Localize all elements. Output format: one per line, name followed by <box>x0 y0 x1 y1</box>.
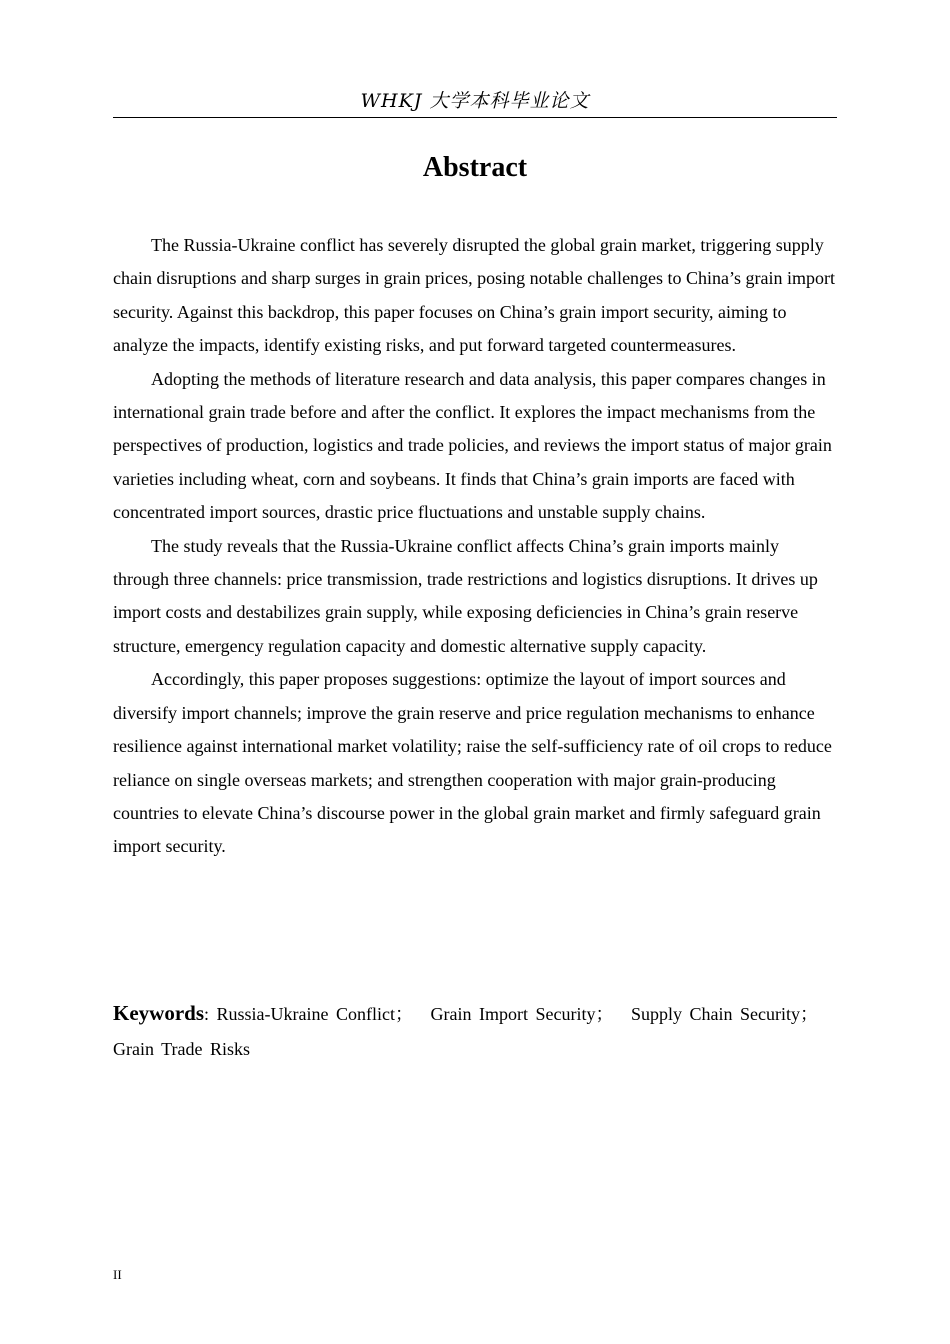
keywords-label: Keywords <box>113 1001 204 1025</box>
keywords-section <box>113 996 837 1067</box>
keyword-item: Supply Chain Security； <box>630 1004 818 1024</box>
keyword-item: Grain Trade Risks <box>113 1039 251 1059</box>
abstract-paragraph: The study reveals that the Russia-Ukraine conflict affects China’s grain imports mainly through three channels: price transmission, trade restrictions and logistics disruptions. It drives up import costs and destabilizes grain supply, while exposing deficiencies in China’s grain reserve structure, emergency regulation capacity and domestic alternative supply capacity. <box>113 535 818 656</box>
header-title: WHKJ 大学本科毕业论文 <box>360 90 590 112</box>
page-header <box>113 88 837 118</box>
keyword-item: Grain Import Security； <box>430 1004 614 1024</box>
abstract-paragraph: Accordingly, this paper proposes suggestions: optimize the layout of import sources and diversify import channels; improve the grain reserve and price regulation mechanisms to enhance resilience against international market volatility; raise the self-sufficiency rate of oil crops to reduce reliance on single overseas markets; and strengthen cooperation with major grain-producing countries to elevate China’s discourse power in the global grain market and firmly safeguard grain import security. <box>113 669 832 857</box>
abstract-paragraph: Adopting the methods of literature research and data analysis, this paper compares changes in international grain trade before and after the conflict. It explores the impact mechanisms from the perspectives of production, logistics and trade policies, and reviews the import status of major grain varieties including wheat, corn and soybeans. It finds that China’s grain imports are faced with concentrated import sources, drastic price fluctuations and unstable supply chains. <box>113 368 832 523</box>
abstract-title: Abstract <box>422 152 528 183</box>
abstract-body <box>113 229 837 864</box>
keywords-separator: : <box>204 1004 210 1024</box>
page-number: II <box>113 1267 122 1282</box>
abstract-paragraph: The Russia-Ukraine conflict has severely disrupted the global grain market, triggering supply chain disruptions and sharp surges in grain prices, posing notable challenges to China’s grain import security. Against this backdrop, this paper focuses on China’s grain import security, aiming to analyze the impacts, identify existing risks, and put forward targeted countermeasures. <box>113 235 836 356</box>
keyword-item: Russia-Ukraine Conflict； <box>216 1004 413 1024</box>
